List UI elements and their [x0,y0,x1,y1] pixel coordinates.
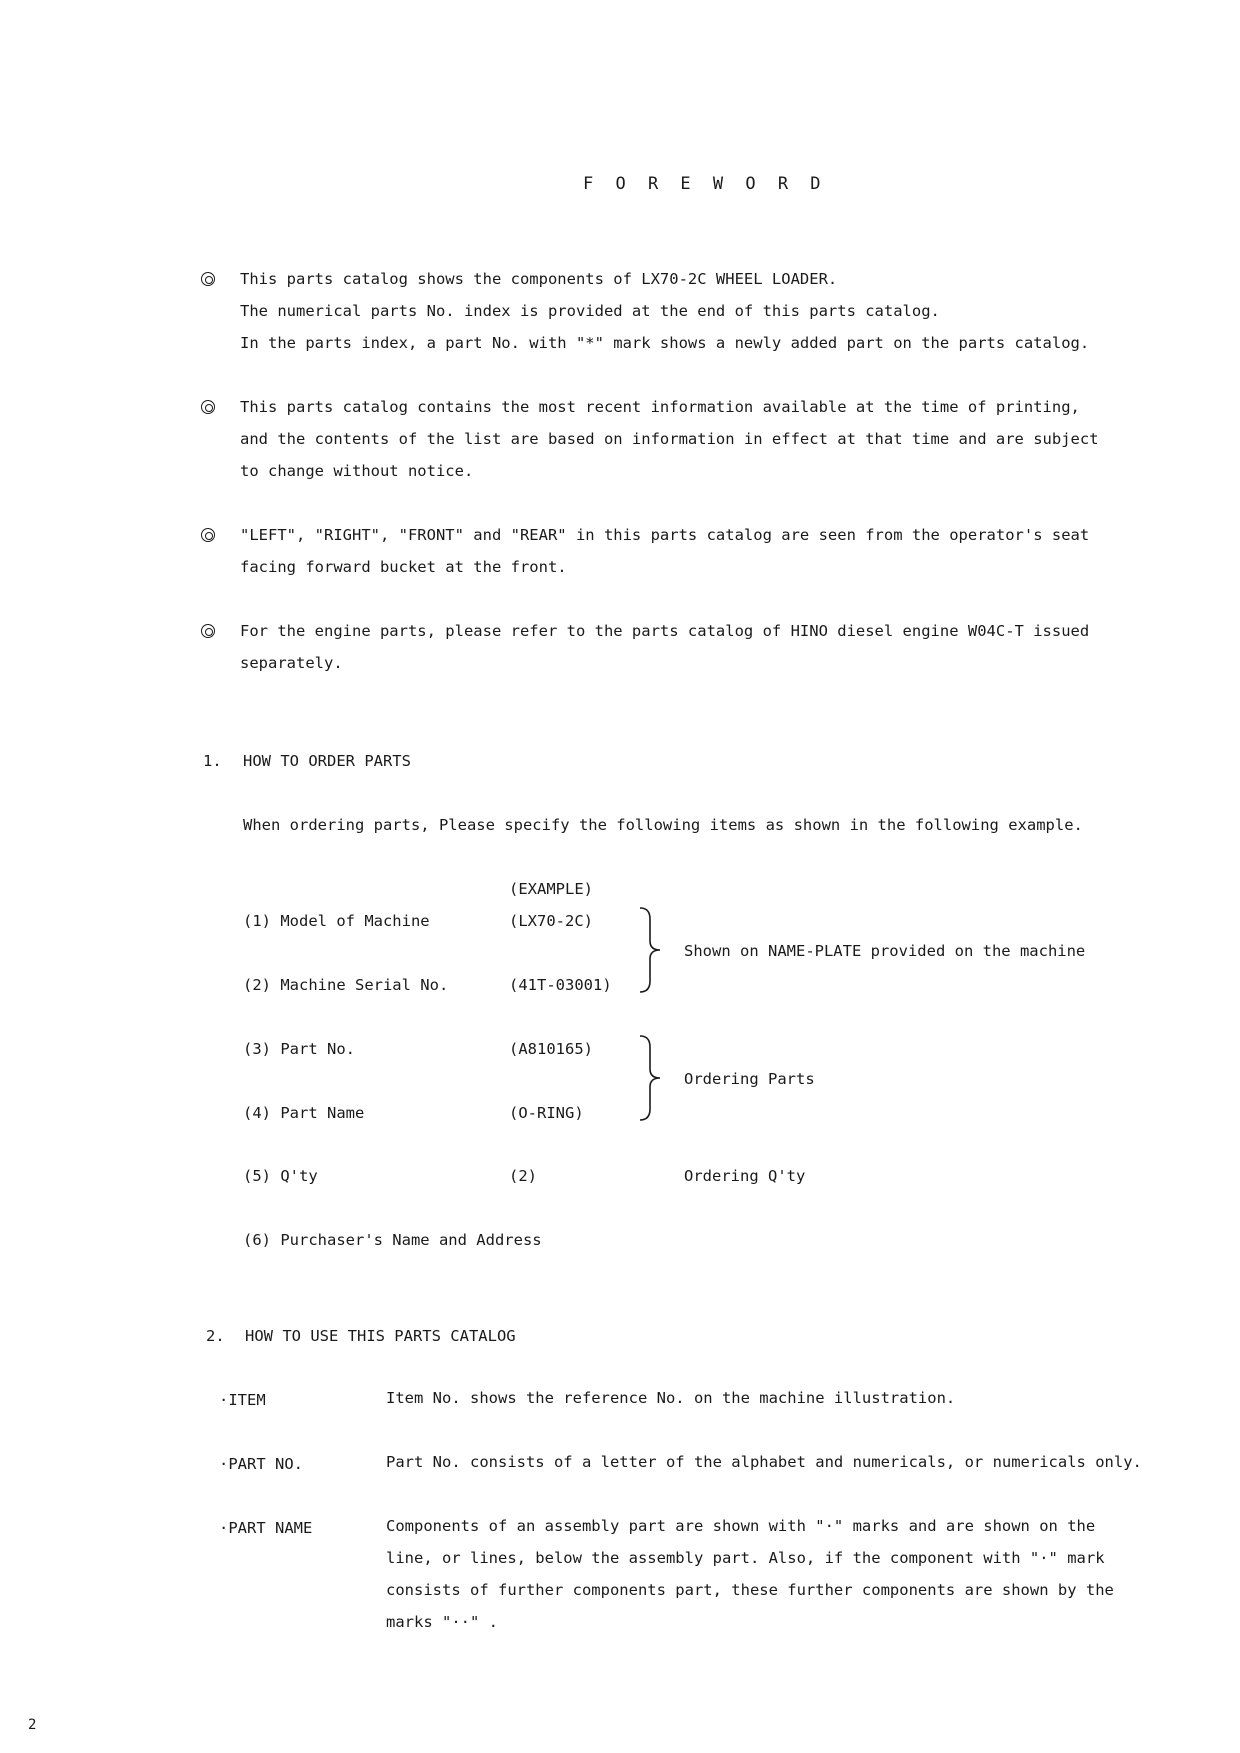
order-item-label: (1) Model of Machine [243,912,430,930]
order-item-label: (6) Purchaser's Name and Address [243,1231,542,1249]
example-label: (EXAMPLE) [509,880,593,898]
usage-description: Item No. shows the reference No. on the machine illustration. [386,1389,956,1407]
section-2-heading: HOW TO USE THIS PARTS CATALOG [245,1327,516,1345]
order-item-label: (3) Part No. [243,1040,355,1058]
right-brace-icon [636,1033,666,1123]
usage-term: ·PART NO. [219,1455,303,1473]
group-note-ordering-qty: Ordering Q'ty [684,1167,806,1185]
foreword-bullet-4: For the engine parts, please refer to the parts catalog of HINO diesel engine W04C-T issued separately. [240,622,1090,672]
order-item-value: (2) [509,1167,537,1185]
page-number: 2 [28,1717,37,1733]
double-circle-bullet-icon [201,528,215,542]
section-2-number: 2. [206,1327,225,1345]
order-item-value: (LX70-2C) [509,912,593,930]
section-1-number: 1. [203,752,222,770]
order-item-value: (A810165) [509,1040,593,1058]
group-note-ordering-parts: Ordering Parts [684,1070,815,1088]
order-item-label: (5) Q'ty [243,1167,318,1185]
double-circle-bullet-icon [201,400,215,414]
usage-description: Components of an assembly part are shown with "·" marks and are shown on the line, or lines, below the assembly part. Also, if the component with "·" mark consists of further components part, these further components are shown by the marks "··" . [386,1517,1114,1631]
double-circle-bullet-icon [201,272,215,286]
usage-description: Part No. consists of a letter of the alphabet and numericals, or numericals only. [386,1453,1142,1471]
right-brace-icon [636,905,666,995]
foreword-bullet-2: This parts catalog contains the most recent information available at the time of printing, and the contents of the list are based on information in effect at that time and are subject to change without notice. [240,398,1099,480]
section-1-heading: HOW TO ORDER PARTS [243,752,411,770]
order-item-value: (41T-03001) [509,976,612,994]
usage-term: ·ITEM [219,1391,266,1409]
order-item-label: (2) Machine Serial No. [243,976,449,994]
page-title: F O R E W O R D [583,174,827,194]
double-circle-bullet-icon [201,624,215,638]
foreword-bullet-1: This parts catalog shows the components of LX70-2C WHEEL LOADER. The numerical parts No. index is provided at the end of this parts catalog. In the parts index, a part No. with "*" mark shows a newly added part on the parts catalog. [240,270,1090,352]
section-1-intro: When ordering parts, Please specify the following items as shown in the following example. [243,816,1083,834]
foreword-bullet-3: "LEFT", "RIGHT", "FRONT" and "REAR" in this parts catalog are seen from the operator's seat facing forward bucket at the front. [240,526,1090,576]
group-note-nameplate: Shown on NAME-PLATE provided on the machine [684,942,1086,960]
order-item-label: (4) Part Name [243,1104,365,1122]
order-item-value: (O-RING) [509,1104,584,1122]
usage-term: ·PART NAME [219,1519,313,1537]
